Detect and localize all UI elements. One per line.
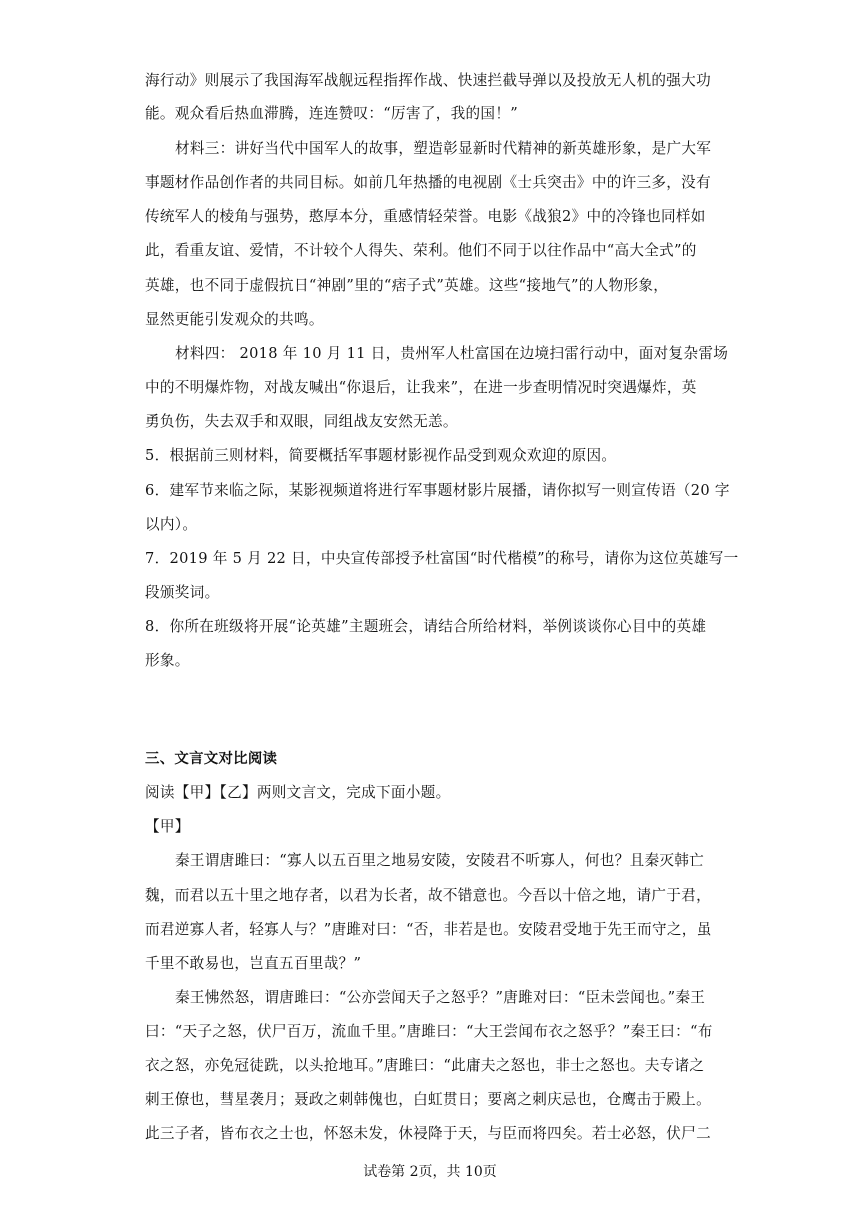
section-heading: 三、文言文对比阅读 <box>145 751 278 767</box>
material-three-line: 显然更能引发观众的共鸣。 <box>145 311 324 328</box>
question-6: 6．建军节来临之际，某影视频道将进行军事题材影片展播，请你拟写一则宣传语（20 字 <box>145 482 730 499</box>
question-7: 7．2019 年 5 月 22 日，中央宣传部授予杜富国“时代楷模”的称号，请你为这位英雄写一 <box>145 550 739 567</box>
material-two-line: 能。观众看后热血滞腾，连连赞叹：“厉害了，我的国！” <box>145 105 518 122</box>
material-two-line: 海行动》则展示了我国海军战舰远程指挥作战、快速拦截导弹以及投放无人机的强大功 <box>145 72 711 89</box>
passage-line: 刺王僚也，彗星袭月；聂政之刺韩傀也，白虹贯日；要离之刺庆忌也，仓鹰击于殿上。 <box>145 1091 711 1108</box>
passage-line: 千里不敢易也，岂直五百里哉？” <box>145 955 362 972</box>
passage-line: 而君逆寡人者，轻寡人与？”唐雎对曰：“否，非若是也。安陵君受地于先王而守之，虽 <box>145 921 712 938</box>
material-four-line: 中的不明爆炸物，对战友喊出“你退后，让我来”，在进一步查明情况时突遇爆炸，英 <box>145 379 697 396</box>
material-four-line: 勇负伤，失去双手和双眼，同组战友安然无恙。 <box>145 413 458 430</box>
passage-label: 【甲】 <box>145 818 190 835</box>
passage-line: 衣之怒，亦免冠徒跣，以头抢地耳。”唐雎曰：“此庸夫之怒也，非士之怒也。夫专诸之 <box>145 1057 705 1074</box>
material-three-line: 此，看重友谊、爱情，不计较个人得失、荣利。他们不同于以往作品中“高大全式”的 <box>145 242 697 259</box>
question-8: 8．你所在班级将开展“论英雄”主题班会，请结合所给材料，举例谈谈你心目中的英雄 <box>145 618 707 635</box>
material-four-line: 材料四： 2018 年 10 月 11 日，贵州军人杜富国在边境扫雷行动中，面对复杂雷场 <box>175 345 729 362</box>
passage-line: 秦王怫然怒，谓唐雎曰：“公亦尝闻天子之怒乎？”唐雎对曰：“臣未尝闻也。”秦王 <box>175 989 706 1006</box>
page-footer: 试卷第 2页，共 10页 <box>363 1164 497 1180</box>
section-instruction: 阅读【甲】【乙】两则文言文，完成下面小题。 <box>145 784 451 801</box>
passage-line: 魏，而君以五十里之地存者，以君为长者，故不错意也。今吾以十倍之地，请广于君， <box>145 887 711 904</box>
material-three-line: 事题材作品创作者的共同目标。如前几年热播的电视剧《士兵突击》中的许三多，没有 <box>145 174 711 191</box>
question-7-cont: 段颁奖词。 <box>145 584 220 601</box>
question-8-cont: 形象。 <box>145 652 190 669</box>
passage-line: 此三子者，皆布衣之士也，怀怒未发，休祲降于天，与臣而将四矣。若士必怒，伏尸二 <box>145 1125 711 1142</box>
material-three-line: 英雄，也不同于虚假抗日“神剧”里的“痞子式”英雄。这些“接地气”的人物形象， <box>145 277 669 294</box>
passage-line: 秦王谓唐雎曰：“寡人以五百里之地易安陵，安陵君不听寡人，何也？且秦灭韩亡 <box>175 852 705 869</box>
material-three-line: 传统军人的棱角与强势，憨厚本分，重感情轻荣誉。电影《战狼2》中的冷锋也同样如 <box>145 208 706 225</box>
passage-line: 曰：“天子之怒，伏尸百万，流血千里。”唐雎曰：“大王尝闻布衣之怒乎？”秦王曰：“布 <box>145 1023 713 1040</box>
question-6-cont: 以内）。 <box>145 516 198 533</box>
material-three-line: 材料三：讲好当代中国军人的故事，塑造彰显新时代精神的新英雄形象，是广大军 <box>175 140 712 157</box>
question-5: 5．根据前三则材料，简要概括军事题材影视作品受到观众欢迎的原因。 <box>145 447 617 464</box>
